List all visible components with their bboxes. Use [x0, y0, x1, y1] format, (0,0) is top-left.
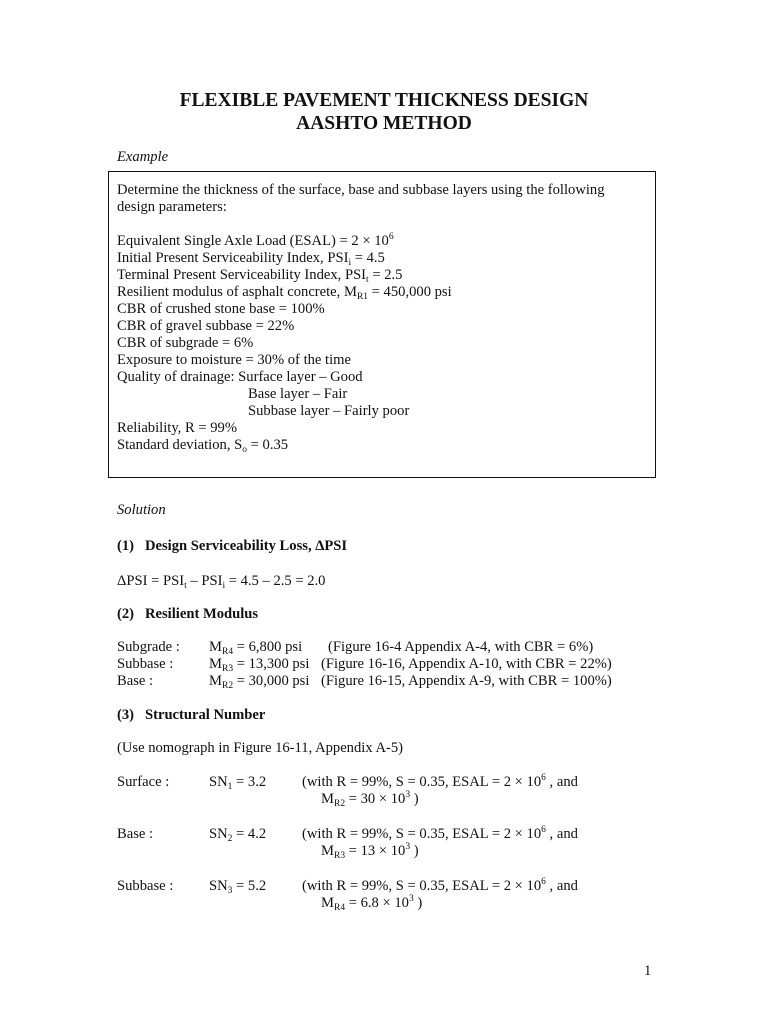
sn-row-layer: Surface : [117, 774, 170, 790]
param-psi-terminal: Terminal Present Serviceability Index, $PSI_t = 2.5$ [117, 267, 403, 285]
param-cbr-base: CBR of crushed stone base = 100% [117, 301, 325, 317]
page-number: 1 [644, 963, 652, 979]
param-cbr-subbase: CBR of gravel subbase = 22% [117, 318, 295, 334]
param-std-deviation: Standard deviation, $S_o = 0.35$ [117, 437, 289, 455]
param-drainage-subbase: Subbase layer – Fairly poor [248, 403, 410, 419]
sn-row-layer: Subbase : [117, 878, 174, 894]
sn-row-value: $SN_2 = 4.2$ [209, 826, 267, 844]
section2-heading: (2) Resilient Modulus [117, 606, 259, 622]
section1-heading: (1) Design Serviceability Loss, ΔPSI [117, 538, 348, 554]
document-title-line1: FLEXIBLE PAVEMENT THICKNESS DESIGN [179, 90, 589, 111]
example-label: Example [117, 149, 169, 165]
param-drainage-base: Base layer – Fair [248, 386, 348, 402]
document-title-line2: AASHTO METHOD [296, 113, 472, 134]
section1-equation: $\Delta PSI = PSI_t - PSI_i = 4.5 - 2.5 = 2.0$ [117, 573, 326, 591]
section3-note: (Use nomograph in Figure 16-11, Appendix A-5) [117, 740, 404, 756]
modulus-row-reference: (Figure 16-16, Appendix A-10, with CBR = 22%) [321, 656, 612, 672]
box-intro-line2: design parameters: [117, 199, 227, 215]
param-cbr-subgrade: CBR of subgrade = 6% [117, 335, 254, 351]
sn-row-condition: (with R = 99%, S = 0.35, ESAL = $2 \times 10^6$ , and [302, 825, 578, 842]
modulus-row-layer: Subgrade : [117, 639, 180, 655]
modulus-row-value: $M_{R4} = 6,800$ psi [209, 639, 303, 657]
solution-label: Solution [117, 502, 166, 518]
param-mr1: Resilient modulus of asphalt concrete, $M_{R1} = 450,000$ psi [117, 284, 452, 302]
modulus-row-value: $M_{R2} = 30,000$ psi [209, 673, 310, 691]
sn-row-condition: (with R = 99%, S = 0.35, ESAL = $2 \times 10^6$ , and [302, 773, 578, 790]
modulus-row-value: $M_{R3} = 13,300$ psi [209, 656, 310, 674]
param-drainage-surface: Quality of drainage: Surface layer – Good [117, 369, 363, 385]
sn-row-value: $SN_3 = 5.2$ [209, 878, 267, 896]
sn-row-layer: Base : [117, 826, 154, 842]
modulus-row-layer: Subbase : [117, 656, 174, 672]
section3-heading: (3) Structural Number [117, 707, 266, 723]
param-moisture: Exposure to moisture = 30% of the time [117, 352, 351, 368]
modulus-row-reference: (Figure 16-15, Appendix A-9, with CBR = 100%) [321, 673, 612, 689]
sn-row-modulus: $M_{R4} = 6.8 \times 10^3$ ) [321, 894, 423, 913]
box-intro-line1: Determine the thickness of the surface, base and subbase layers using the following [117, 182, 605, 198]
sn-row-modulus: $M_{R2} = 30 \times 10^3$ ) [321, 790, 419, 809]
sn-row-value: $SN_1 = 3.2$ [209, 774, 267, 792]
modulus-row-layer: Base : [117, 673, 154, 689]
sn-row-modulus: $M_{R3} = 13 \times 10^3$ ) [321, 842, 419, 861]
sn-row-condition: (with R = 99%, S = 0.35, ESAL = $2 \times 10^6$ , and [302, 877, 578, 894]
param-esal: Equivalent Single Axle Load (ESAL) = $2 \times 10^6$ [117, 232, 394, 249]
param-psi-initial: Initial Present Serviceability Index, $PSI_i = 4.5$ [117, 250, 385, 268]
param-reliability: Reliability, R = 99% [117, 420, 237, 436]
modulus-row-reference: (Figure 16-4 Appendix A-4, with CBR = 6%) [328, 639, 594, 655]
